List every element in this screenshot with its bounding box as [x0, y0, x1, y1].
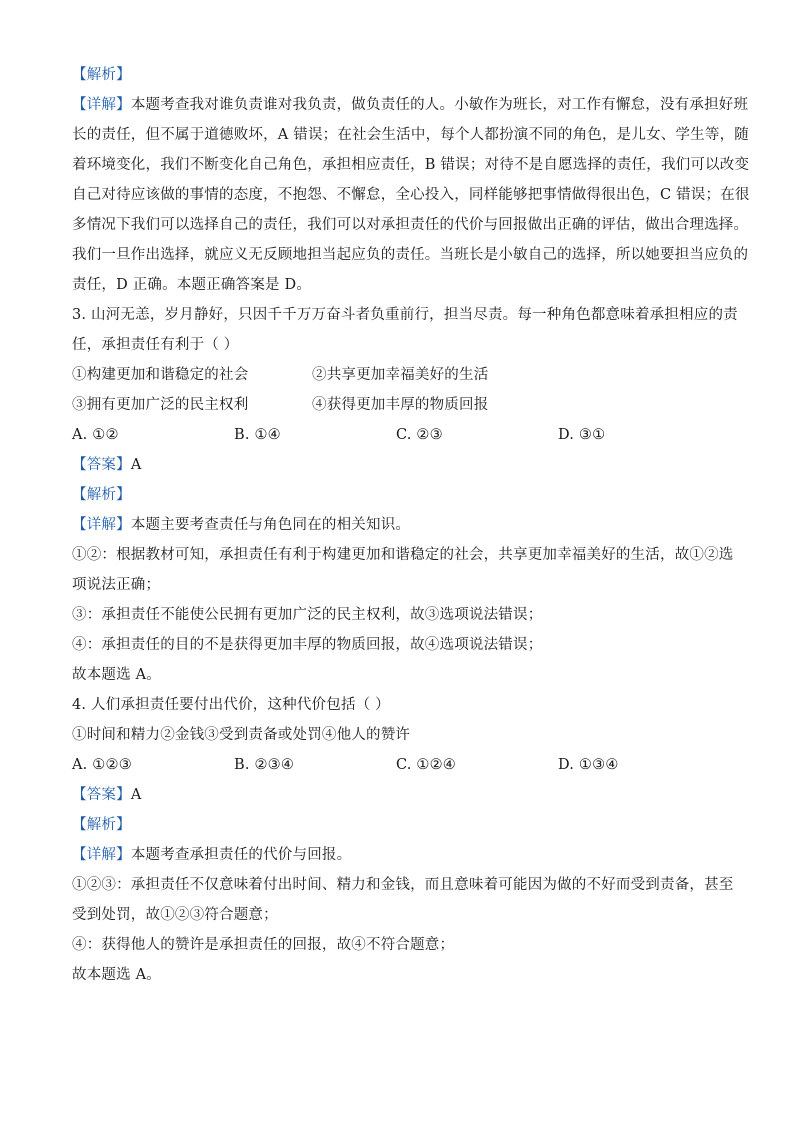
- q3-analysis-line: ①②：根据教材可知，承担责任有利于构建更加和谐稳定的社会，共享更加幸福美好的生活，故①②选: [72, 547, 734, 563]
- q3-stem: 3. 山河无恙，岁月静好，只因千千万万奋斗者负重前行，担当尽责。每一种角色都意味着承担相应的责: [72, 307, 738, 323]
- q3-option-c: C. ②③: [396, 427, 443, 443]
- answer-tag: 【答案】: [72, 457, 131, 473]
- q4-options-row: [72, 750, 722, 780]
- q3-analysis-line: ④：承担责任的目的不是获得更加丰厚的物质回报，故④选项说法错误；: [72, 637, 543, 653]
- document-page: [72, 60, 750, 990]
- q4-option-c: C. ①②④: [396, 757, 456, 773]
- jiexi-tag: 【解析】: [72, 487, 131, 503]
- q3-option-b: B. ①④: [234, 427, 281, 443]
- jiexi-tag: 【解析】: [72, 67, 131, 83]
- q3-item: ②共享更加幸福美好的生活: [312, 367, 489, 383]
- q4-option-b: B. ②③④: [234, 757, 295, 773]
- q3-analysis-line: ③：承担责任不能使公民拥有更加广泛的民主权利，故③选项说法错误；: [72, 607, 543, 623]
- q2-detail-line: 自己对待应该做的事情的态度，不抱怨、不懈怠，全心投入，同样能够把事情做得很出色，C 错误；在很: [72, 187, 750, 203]
- q3-options-row: [72, 420, 722, 450]
- xiangjie-tag: 【详解】: [72, 97, 131, 113]
- q4-analysis-line: 故本题选 A。: [72, 967, 161, 983]
- xiangjie-tag: 【详解】: [72, 847, 131, 863]
- q4-analysis-line: ④：获得他人的赞许是承担责任的回报，故④不符合题意；: [72, 937, 455, 953]
- q3-item: ③拥有更加广泛的民主权利: [72, 397, 249, 413]
- q2-detail-line: 责任，D 正确。本题正确答案是 D。: [72, 277, 312, 293]
- q2-detail-line: 着环境变化，我们不断变化自己角色，承担相应责任，B 错误；对待不是自愿选择的责任，我们可以改变: [72, 157, 750, 173]
- q2-analysis-heading: [72, 60, 722, 90]
- q3-detail-heading: 【详解】本题主要考查责任与角色同在的相关知识。: [72, 517, 411, 533]
- q4-stem: 4. 人们承担责任要付出代价，这种代价包括（ ）: [72, 697, 390, 713]
- q3-item: ①构建更加和谐稳定的社会: [72, 367, 249, 383]
- xiangjie-tag: 【详解】: [72, 517, 131, 533]
- q3-analysis-line: 项说法正确；: [72, 577, 161, 593]
- q4-option-d: D. ①③④: [558, 757, 619, 773]
- q3-items-row: [72, 360, 722, 390]
- q3-analysis-line: 故本题选 A。: [72, 667, 161, 683]
- q2-detail-line: 【详解】本题考查我对谁负责谁对我负责，做负责任的人。小敏作为班长，对工作有懈怠，没有承担好班: [72, 97, 749, 113]
- q3-option-a: A. ①②: [72, 427, 119, 443]
- answer-value: A: [130, 457, 142, 473]
- q4-items: ①时间和精力②金钱③受到责备或处罚④他人的赞许: [72, 727, 411, 743]
- q3-items-row: [72, 390, 722, 420]
- q2-detail-line: 多情况下我们可以选择自己的责任，我们可以对承担责任的代价与回报做出正确的评估，做出合理选择。: [72, 217, 749, 233]
- q4-analysis-line: 受到处罚，故①②③符合题意；: [72, 907, 278, 923]
- q3-analysis-heading: [72, 480, 722, 510]
- q4-answer: [72, 780, 722, 810]
- q4-option-a: A. ①②③: [72, 757, 132, 773]
- q3-option-d: D. ③①: [558, 427, 606, 443]
- q4-analysis-line: ①②③：承担责任不仅意味着付出时间、精力和金钱，而且意味着可能因为做的不好而受到责备，甚至: [72, 877, 734, 893]
- answer-value: A: [130, 787, 142, 803]
- q2-detail-line: 长的责任，但不属于道德败坏，A 错误；在社会生活中，每个人都扮演不同的角色，是儿女、学生等，随: [72, 127, 749, 143]
- answer-tag: 【答案】: [72, 787, 131, 803]
- q3-item: ④获得更加丰厚的物质回报: [312, 397, 489, 413]
- jiexi-tag: 【解析】: [72, 817, 131, 833]
- q2-detail-line: 我们一旦作出选择，就应义无反顾地担当起应负的责任。当班长是小敏自己的选择，所以她要担当应负的: [72, 247, 749, 263]
- q3-answer: [72, 450, 722, 480]
- q3-stem: 任，承担责任有利于（ ）: [72, 337, 239, 353]
- q4-detail-heading: 【详解】本题考查承担责任的代价与回报。: [72, 847, 352, 863]
- q4-analysis-heading: [72, 810, 722, 840]
